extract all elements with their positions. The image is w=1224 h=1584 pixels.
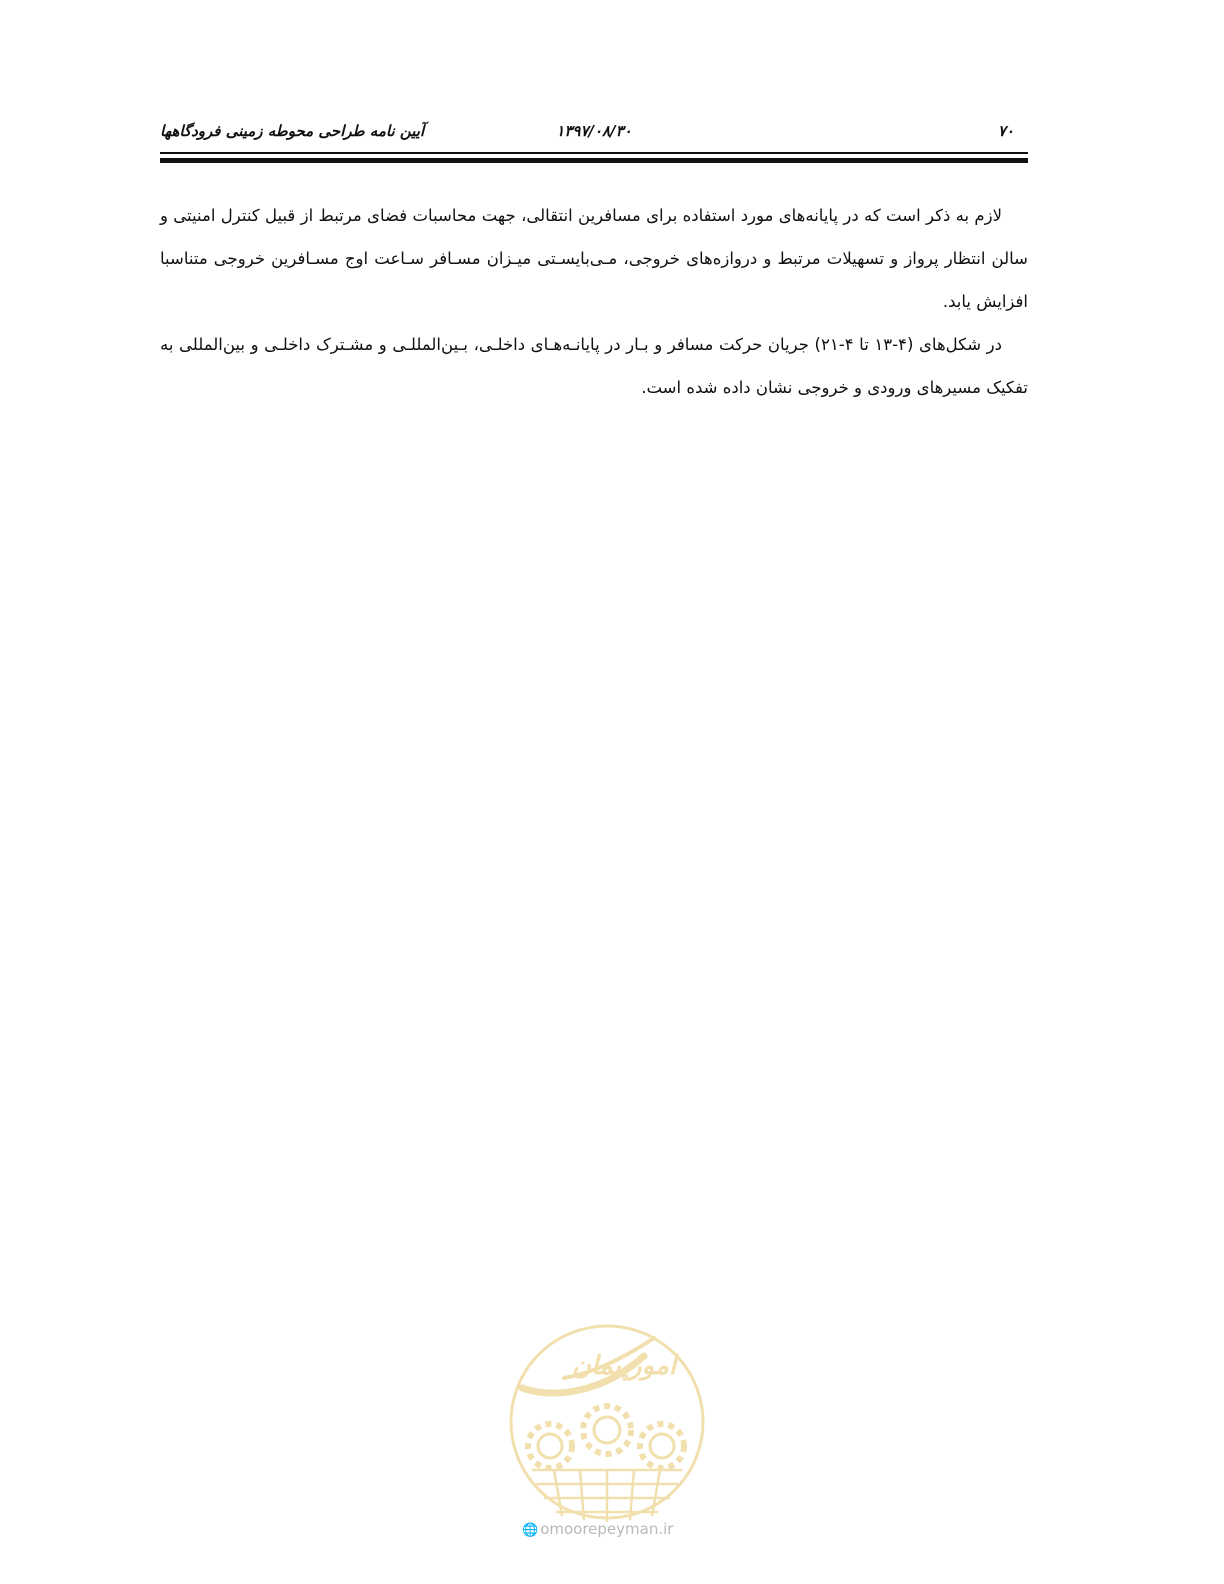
header-rule-thin [160,152,1028,154]
watermark-url [522,1520,702,1538]
watermark-logo-text: امورپیمان [571,1351,677,1381]
document-title: آیین نامه طراحی محوطه زمینی فرودگاهها [160,122,425,140]
watermark-logo [504,1318,710,1526]
header-rule-thick [160,158,1028,163]
header-date: ۱۳۹۷/۰۸/۳۰ [556,122,632,140]
body-text [160,194,1028,409]
paragraph: در شکل‌های (۴-۱۳ تا ۴-۲۱) جریان حرکت مسافر و بـار در پایانـه‌هـای داخلـی، بـین‌المللـی و مشـترک داخلـی و بین‌المللی به تفکیک مسیرهای ورودی و خروجی نشان داده شده است. [160,335,1028,397]
paragraph: لازم به ذکر است که در پایانه‌های مورد استفاده برای مسافرین انتقالی، جهت محاسبات فضای مرتبط از قبیل کنترل امنیتی و سالن انتظار پرواز و تسهیلات مرتبط و دروازه‌های خروجی، مـی‌بایسـتی میـزان مسـافر سـاعت اوج مسـافرین خروجی متناسبا افزایش یابد. [160,206,1028,311]
page-header [160,118,1028,144]
globe-icon: 🌐 [522,1523,539,1538]
page-number: ۷۰ [997,122,1014,140]
watermark-url-text: omoorepeyman.ir [540,1520,674,1538]
